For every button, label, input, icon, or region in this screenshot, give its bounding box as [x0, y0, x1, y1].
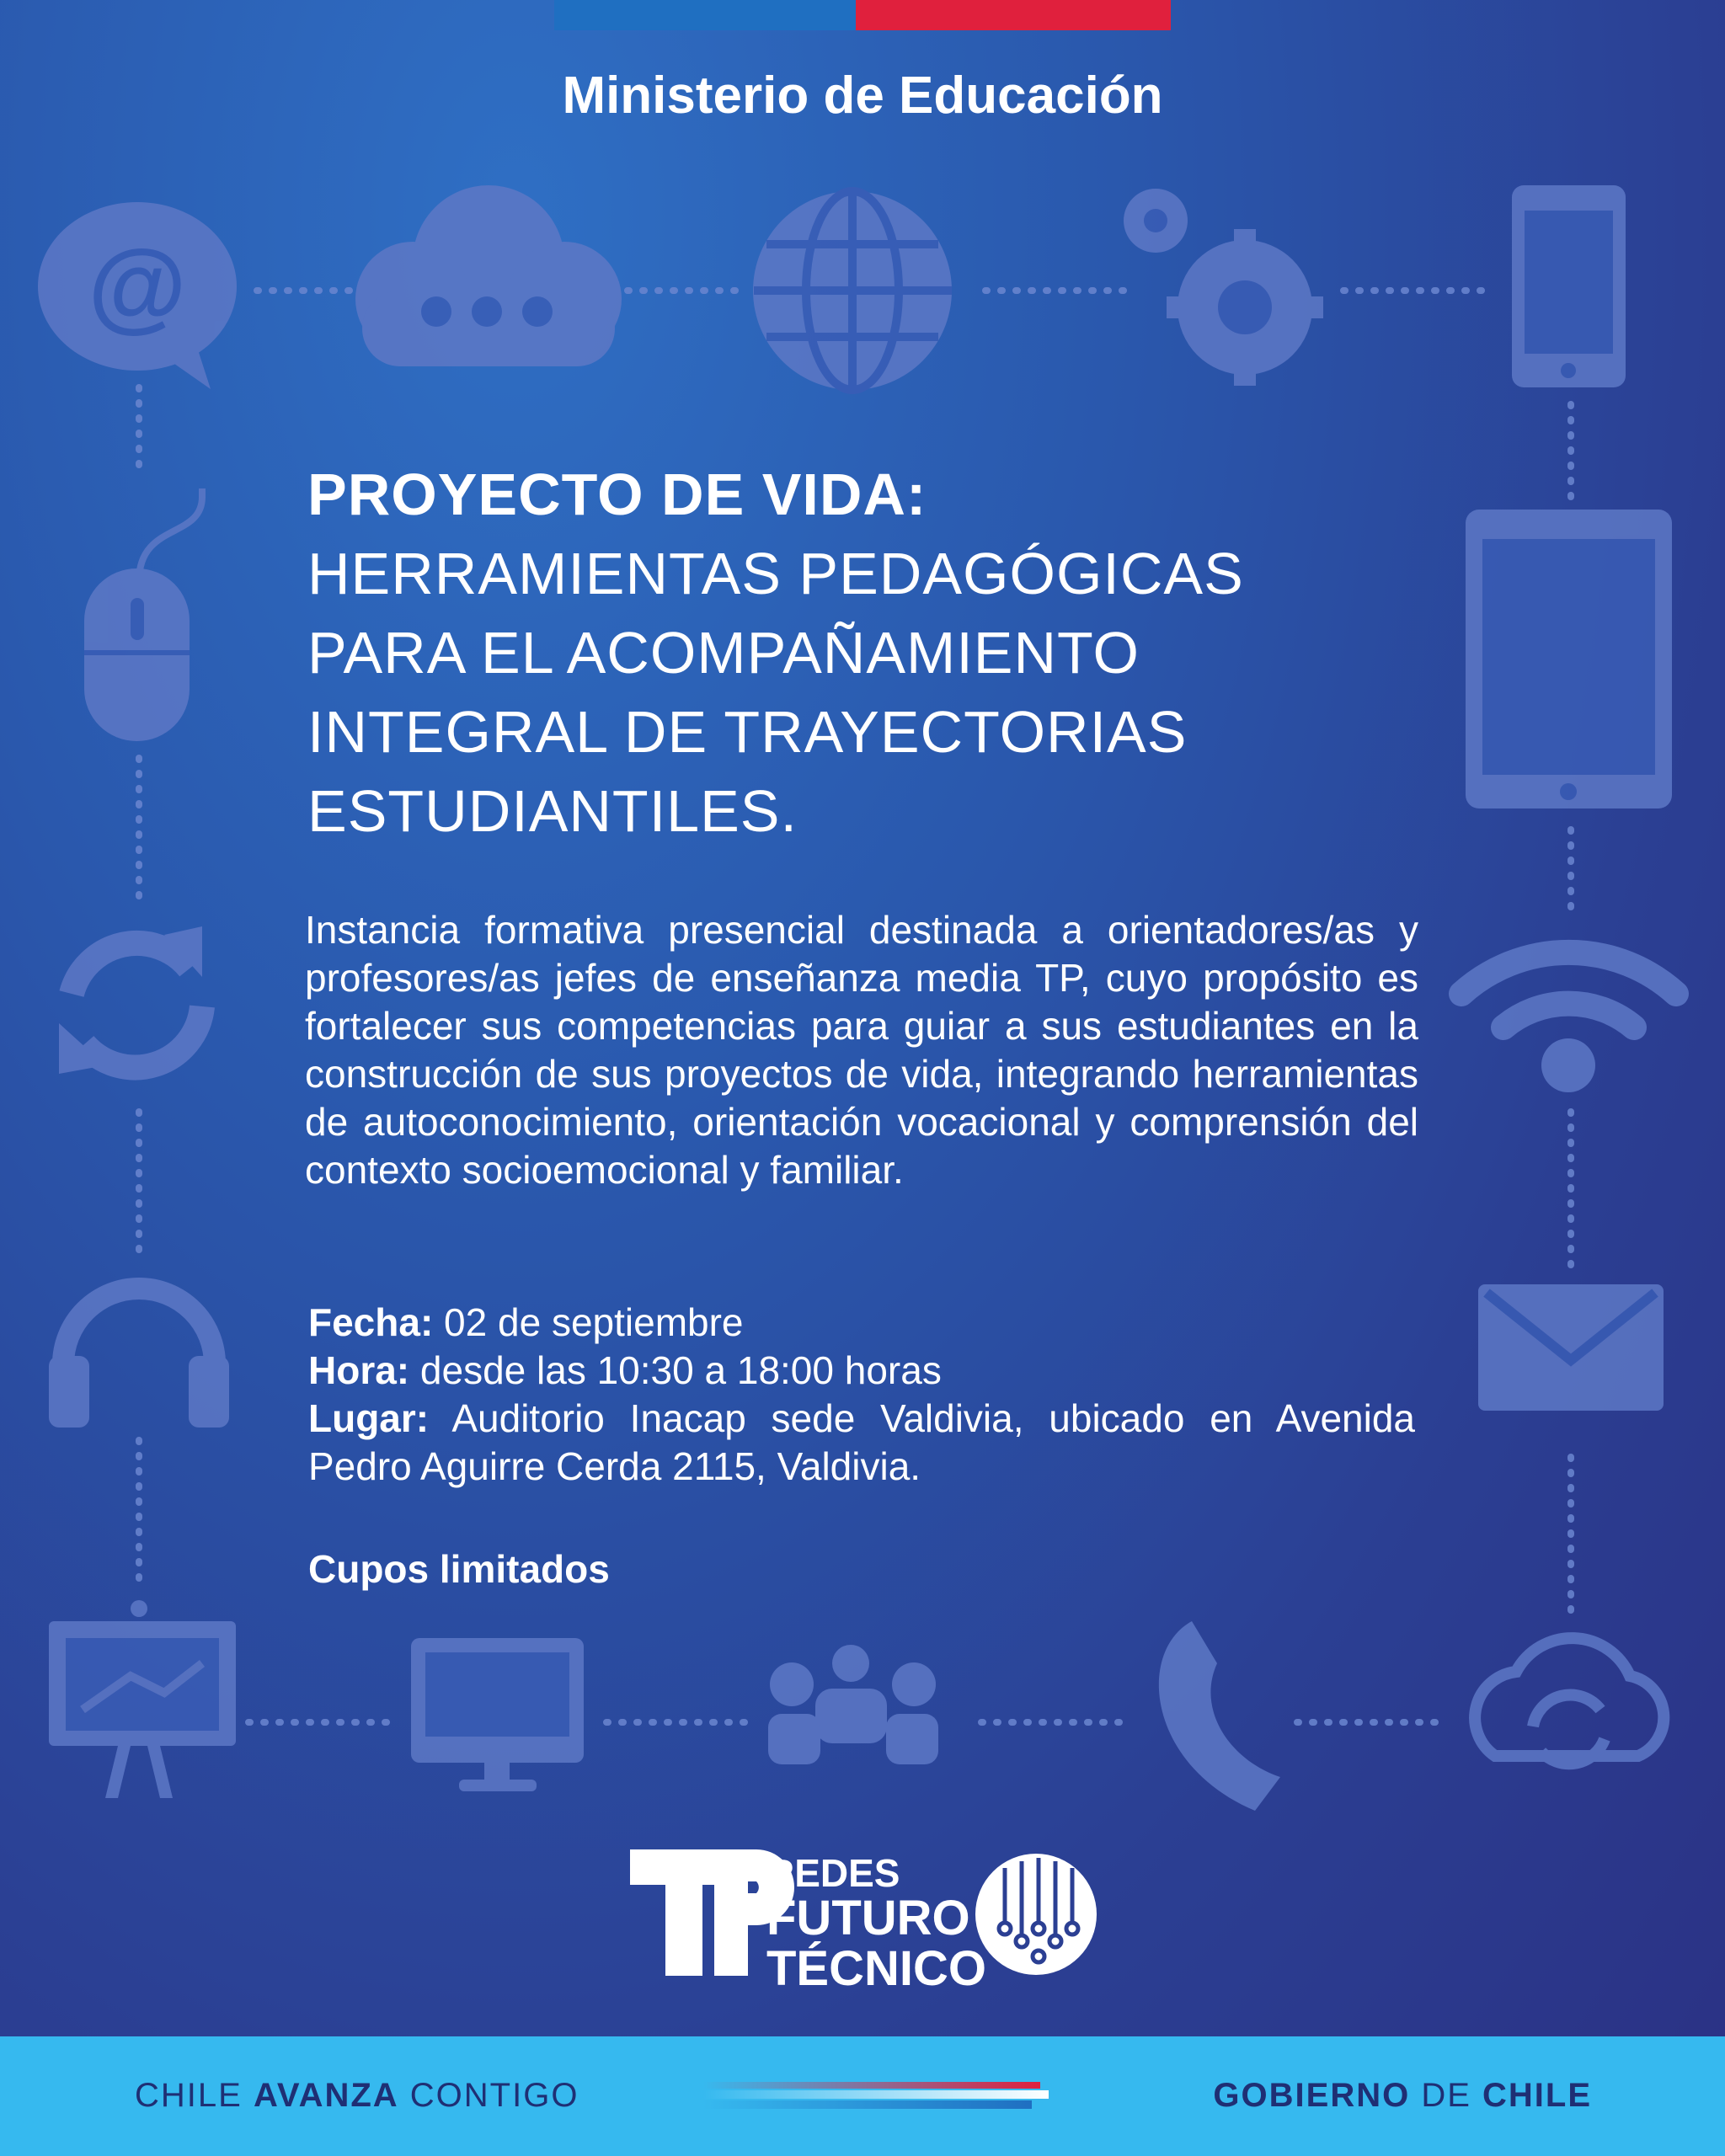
- monitor-icon: [411, 1638, 584, 1791]
- slogan-text: CONTIGO: [398, 2077, 579, 2114]
- time-label: Hora:: [308, 1348, 410, 1392]
- logo-line: TÉCNICO: [766, 1941, 986, 1996]
- presentation-icon: [49, 1600, 236, 1798]
- title-line: HERRAMIENTAS PEDAGÓGICAS: [307, 541, 1244, 606]
- title-line: ESTUDIANTILES.: [307, 778, 798, 844]
- date-value: 02 de septiembre: [433, 1300, 744, 1344]
- gov-bold: GOBIERNO: [1213, 2077, 1411, 2114]
- limited-seats-note: Cupos limitados: [308, 1547, 610, 1591]
- event-description: Instancia formativa presencial destinada a orientadores/as y profesores/as jefes de enseñanza media TP, cuyo propósito es fortalecer sus competencias para guiar a sus estudiantes en la construcción de sus proyectos de vida, integrando herramientas de autoconocimiento, orientación vocacional y comprensión del contexto socioemocional y familiar.: [305, 908, 1418, 1192]
- circuit-icon: [975, 1854, 1097, 1975]
- headphones-icon: [49, 1289, 229, 1428]
- title-heading: PROYECTO DE VIDA:: [307, 462, 927, 527]
- tablet-icon: [1466, 510, 1672, 808]
- time-row: [308, 1347, 1415, 1395]
- refresh-icon: [72, 943, 202, 1068]
- date-row: [308, 1299, 1415, 1347]
- logo-wordmark: [766, 1853, 986, 1994]
- globe-icon: [753, 191, 952, 390]
- gov-bold: CHILE: [1482, 2077, 1592, 2114]
- logo-line: REDES: [766, 1851, 900, 1895]
- logo-line: FUTURO: [766, 1891, 970, 1945]
- title-line: INTEGRAL DE TRAYECTORIAS: [307, 699, 1188, 765]
- phone-icon: [1159, 1621, 1280, 1811]
- wifi-icon: [1461, 953, 1676, 1027]
- cloud-sync-icon: [1475, 1638, 1664, 1764]
- time-value: desde las 10:30 a 18:00 horas: [409, 1348, 942, 1392]
- svg-text:@: @: [88, 229, 187, 342]
- cloud-icon: [355, 185, 622, 366]
- gears-icon: [1124, 189, 1323, 386]
- ministry-title: Ministerio de Educación: [562, 67, 1163, 125]
- government-label: [1213, 2077, 1592, 2115]
- event-details: [308, 1299, 1415, 1491]
- place-row: [308, 1395, 1415, 1491]
- people-icon: [768, 1645, 938, 1764]
- flag-swoosh-icon: [703, 2079, 1053, 2112]
- smartphone-icon: [1512, 185, 1626, 387]
- footer-bar: [0, 2036, 1725, 2156]
- event-title: [307, 455, 1428, 851]
- place-label: Lugar:: [308, 1396, 430, 1440]
- slogan-text: CHILE: [135, 2077, 254, 2114]
- slogan-bold: AVANZA: [253, 2077, 399, 2114]
- date-label: Fecha:: [308, 1300, 434, 1344]
- title-line: PARA EL ACOMPAÑAMIENTO: [307, 620, 1140, 686]
- slogan: [135, 2077, 579, 2115]
- email-bubble-icon: [38, 202, 237, 389]
- envelope-icon: [1478, 1284, 1664, 1411]
- gov-text: DE: [1410, 2077, 1482, 2114]
- place-value: Auditorio Inacap sede Valdivia, ubicado en Avenida Pedro Aguirre Cerda 2115, Valdivia.: [308, 1396, 1415, 1488]
- mouse-icon: [84, 488, 202, 741]
